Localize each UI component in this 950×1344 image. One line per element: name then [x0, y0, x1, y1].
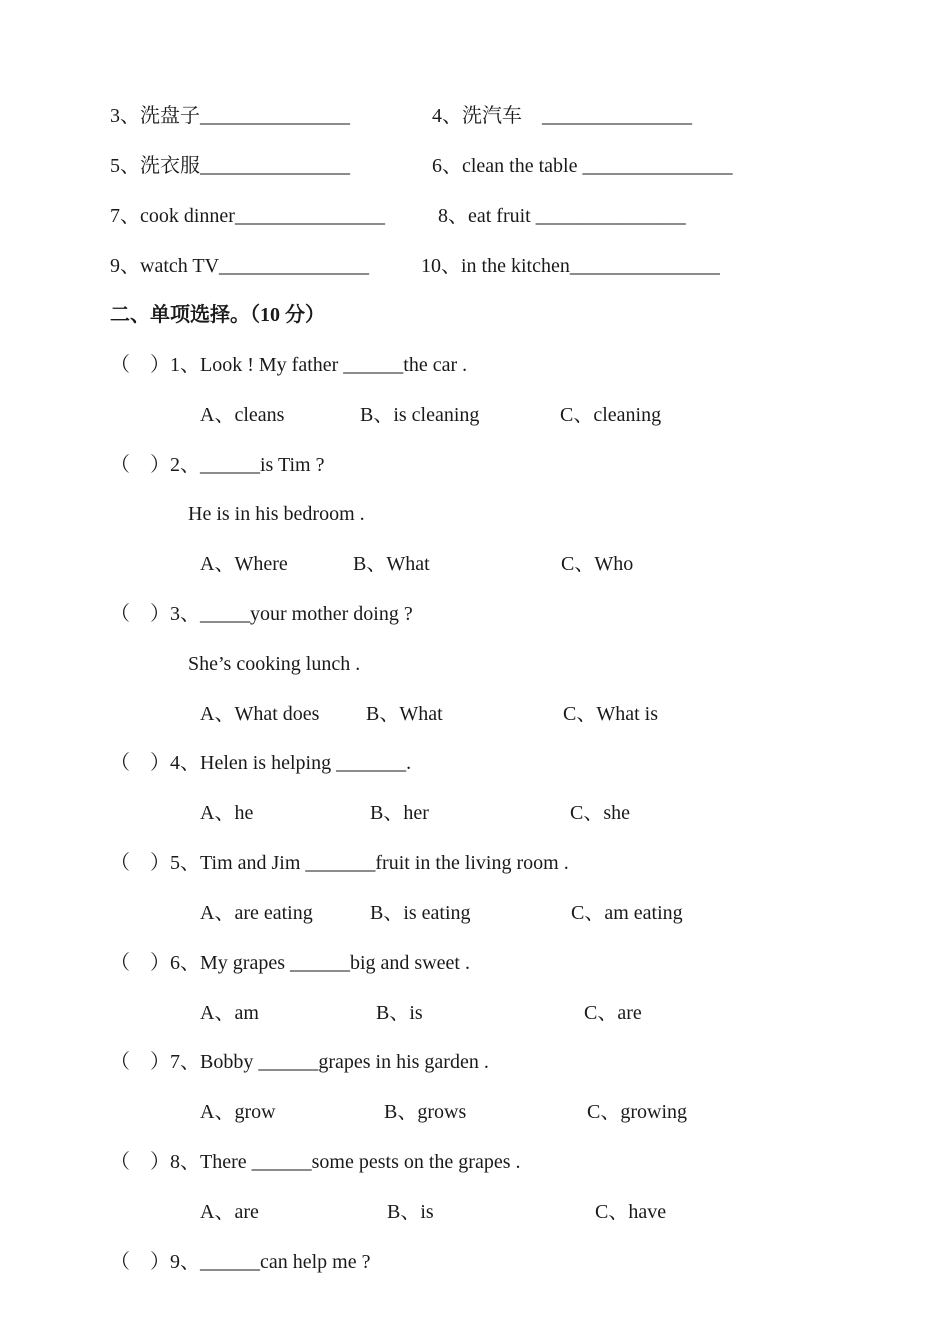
question-8-option-c: C、have [595, 1201, 667, 1223]
vocab-item-9: 9、watch TV_______________ [110, 255, 370, 277]
question-4-option-b: B、her [370, 802, 429, 824]
question-6-option-b: B、is [376, 1002, 423, 1024]
question-2-option-a: A、Where [200, 553, 288, 575]
question-5-option-a: A、are eating [200, 902, 313, 924]
question-1-stem: （ ）1、Look ! My father ______the car . [110, 354, 468, 376]
question-6-option-a: A、am [200, 1002, 259, 1024]
question-5-option-b: B、is eating [370, 902, 471, 924]
question-3-stem: （ ）3、_____your mother doing ? [110, 603, 413, 625]
question-7-option-a: A、grow [200, 1101, 276, 1123]
question-1-option-b: B、is cleaning [360, 404, 480, 426]
vocab-item-8: 8、eat fruit _______________ [438, 205, 686, 227]
question-5-option-c: C、am eating [571, 902, 683, 924]
question-3-option-c: C、What is [563, 703, 658, 725]
question-6-stem: （ ）6、My grapes ______big and sweet . [110, 952, 470, 974]
vocab-item-3: 3、洗盘子_______________ [110, 105, 350, 127]
question-2-option-b: B、What [353, 553, 430, 575]
question-2-option-c: C、Who [561, 553, 634, 575]
question-3-option-b: B、What [366, 703, 443, 725]
question-6-option-c: C、are [584, 1002, 642, 1024]
question-5-stem: （ ）5、Tim and Jim _______fruit in the living room . [110, 852, 569, 874]
vocab-item-6: 6、clean the table _______________ [432, 155, 733, 177]
section-heading: 二、单项选择。（10 分） [110, 304, 325, 326]
question-4-stem: （ ）4、Helen is helping _______. [110, 752, 412, 774]
question-7-option-b: B、grows [384, 1101, 467, 1123]
question-4-option-a: A、he [200, 802, 254, 824]
vocab-item-7: 7、cook dinner_______________ [110, 205, 385, 227]
question-4-option-c: C、she [570, 802, 630, 824]
vocab-item-10: 10、in the kitchen_______________ [421, 255, 720, 277]
question-1-option-c: C、cleaning [560, 404, 662, 426]
question-2-stem: （ ）2、______is Tim ? [110, 454, 325, 476]
question-8-option-b: B、is [387, 1201, 434, 1223]
question-1-option-a: A、cleans [200, 404, 285, 426]
vocab-item-4: 4、洗汽车 _______________ [432, 105, 692, 127]
question-8-option-a: A、are [200, 1201, 259, 1223]
question-3-option-a: A、What does [200, 703, 320, 725]
question-3-answer-line: She’s cooking lunch . [188, 653, 361, 675]
question-7-option-c: C、growing [587, 1101, 687, 1123]
question-9-stem: （ ）9、______can help me ? [110, 1251, 371, 1273]
question-8-stem: （ ）8、There ______some pests on the grapes . [110, 1151, 521, 1173]
question-7-stem: （ ）7、Bobby ______grapes in his garden . [110, 1051, 489, 1073]
question-2-answer-line: He is in his bedroom . [188, 503, 365, 525]
vocab-item-5: 5、洗衣服_______________ [110, 155, 350, 177]
